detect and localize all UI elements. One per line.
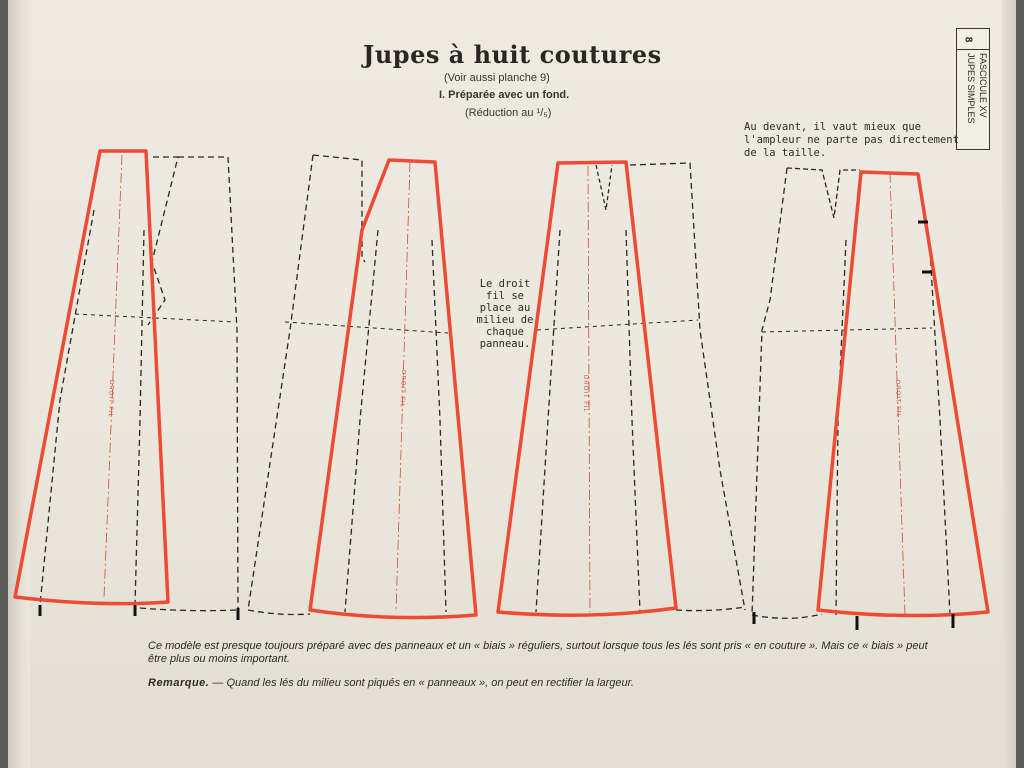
remarque-note: Remarque. — Quand les lés du milieu sont piqués en « panneaux », on peut en rectifier la largeur. xyxy=(148,677,634,689)
see-also-note: (Voir aussi planche 9) xyxy=(444,72,550,84)
caption-text: Ce modèle est presque toujours préparé avec des panneaux et un « biais » réguliers, surtout lorsque tous les lés sont pris « en couture ». Mais ce « biais » peut être plus ou moins important. xyxy=(148,640,928,665)
panel-1 xyxy=(15,151,238,620)
plate-number: 8 xyxy=(957,31,989,50)
page-title: Jupes à huit coutures xyxy=(363,40,662,69)
fascicule-label: FASCICULE XV JUPES SIMPLES xyxy=(966,53,988,124)
panel-1-grain-label: DROIT FIL xyxy=(106,379,114,419)
panel-3 xyxy=(498,162,745,615)
panel-4 xyxy=(752,168,988,630)
grain-note: Le droit fil se place au milieu de chaque panneau. xyxy=(476,278,534,350)
panel-2 xyxy=(248,155,476,618)
panel-3-grain-label: DROIT FIL xyxy=(582,375,588,413)
panel-2-grain-label: DROIT FIL xyxy=(398,369,406,409)
reduction-note: (Réduction au ¹/₅) xyxy=(465,107,552,119)
panel-4-grain-label: DROIT FIL xyxy=(894,379,902,418)
front-note: Au devant, il vaut mieux que l'ampleur ne parte pas directement de la taille. xyxy=(744,121,959,159)
section-heading: I. Préparée avec un fond. xyxy=(439,89,570,101)
pattern-sheet xyxy=(8,0,1016,768)
